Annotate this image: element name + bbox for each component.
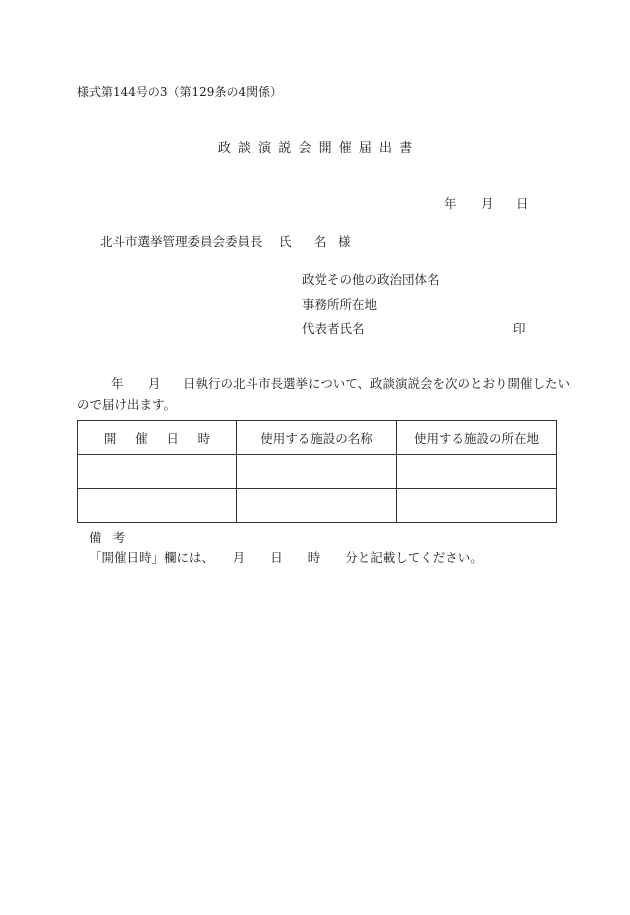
party-name-label: 政党その他の政治団体名 [302, 272, 440, 287]
addressee-name-char1: 氏 [279, 234, 292, 249]
venue-table [77, 420, 557, 523]
table-cell [397, 489, 557, 523]
body-text-line1: 日執行の北斗市長選挙について、政談演説会を次のとおり開催したい [183, 376, 571, 391]
addressee-title: 北斗市選挙管理委員会委員長 [100, 234, 263, 249]
header-facility-name: 使用する施設の名称 [237, 421, 397, 455]
table-cell [237, 455, 397, 489]
body-year-label: 年 [111, 376, 124, 391]
header-datetime: 開催日時 [78, 421, 237, 455]
document-title: 政談演説会開催届出書 [217, 141, 420, 156]
office-address-label: 事務所所在地 [302, 297, 378, 312]
date-month-label: 月 [481, 196, 494, 211]
form-number: 様式第144号の3（第129条の4関係） [77, 85, 283, 99]
seal-mark: 印 [513, 321, 526, 336]
table-cell [237, 489, 397, 523]
addressee-honorific: 様 [338, 234, 351, 249]
body-month-label: 月 [148, 376, 161, 391]
table-row [78, 455, 557, 489]
remarks-title: 備考 [89, 530, 137, 545]
header-facility-address: 使用する施設の所在地 [397, 421, 557, 455]
date-year-label: 年 [444, 196, 457, 211]
table-cell [78, 455, 237, 489]
addressee-name-char2: 名 [314, 234, 327, 249]
table-cell [78, 489, 237, 523]
table-header-row [78, 421, 557, 455]
representative-name-label: 代表者氏名 [302, 321, 365, 336]
table-cell [397, 455, 557, 489]
date-day-label: 日 [516, 196, 529, 211]
table-row [78, 489, 557, 523]
remarks-text: 「開催日時」欄には、 月 日 時 分と記載してください。 [89, 550, 483, 565]
body-text-line2: ので届け出ます。 [77, 397, 177, 412]
